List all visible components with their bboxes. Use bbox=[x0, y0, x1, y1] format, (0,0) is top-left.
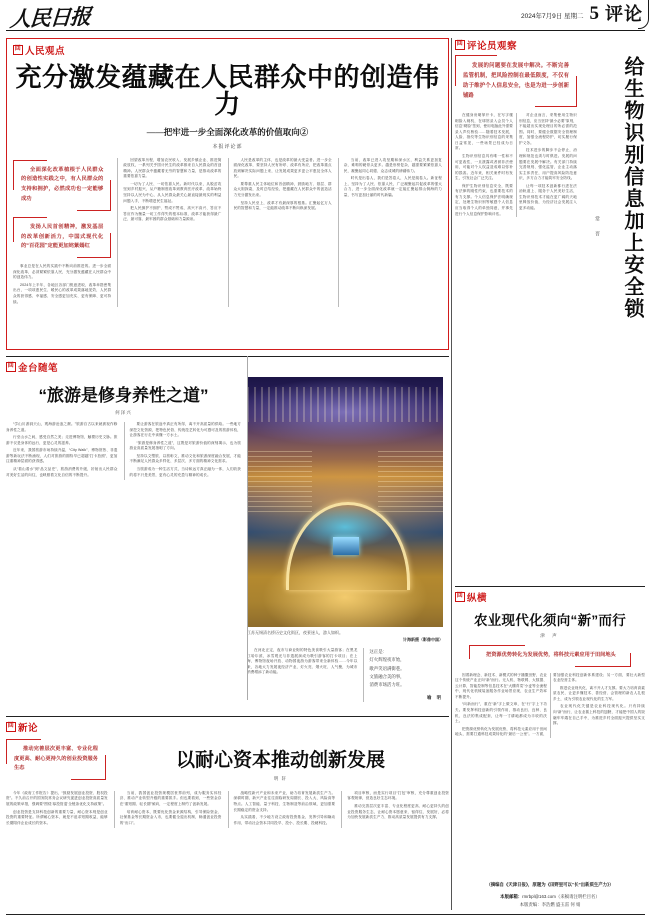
publication-date: 2024年7月9日 星期二 bbox=[521, 13, 584, 20]
essay-sidebar bbox=[247, 648, 443, 702]
new-theory-text-4: 项目审核，而是实行项目“打包”审核，充分尊重创业投资客观规律，营造良好生态环境。 推动完善层次更丰富、专业化程度更高、耐心更持久的创业投资服务生态，让耐心资本愿意来、留得住、发展好，必将为加快发展新质生产力、推动高质量发展提供有力支撑。 bbox=[341, 791, 449, 828]
lead-article bbox=[6, 38, 449, 350]
page-footer bbox=[455, 881, 645, 909]
night-cityscape-photo bbox=[247, 377, 443, 627]
photo-caption: 江苏无锡清名桥历史文化街区，夜景迷人，游人如织。 bbox=[247, 630, 343, 635]
zongheng-text: 因着新理念、新技术、新模式的种子播撒田野，农业这个传统产业正向“新”而行。无人机、物联网、大数据、云计算，智能控制等信息技术在“大棚青菜”小麦等全流程中，现代化机械装备服务作业场景应现，农业生产效率不断提升。 “向新而行”，重在“新”字上做文章，在“行”字上下功夫。要发挥科技创新的引领作用，推动良田、良种、良机、良法的集成配套，让每一寸耕地都成为丰收的沃土。 把资源优势转化为发展优势，将科技元素应用于田间地头，需要打通科技成果转化的“最后一公里”。一方面，要加强农业科技创新体系建设；另一方面，要壮大新型农业经营主体。 推进农业现代化，离不开人才支撑。要大力培育高素质农民，让更多懂技术、善经营、会管理的新农人扎根乡土，成为引领农业现代化的生力军。 农业现代化关键是农业科技现代化。只有持续向“新”而行，让农业插上科技的翅膀，才能把中国人的饭碗牢牢端在自己手中，为推进乡村全面振兴提供坚实支撑。 bbox=[455, 672, 645, 737]
new-theory-text-3: 战略性新兴产业和未来产业，助力培育发展新质生产力。深耕时期，新兴产业往往面临研发周期长、投入大、风险高等特点。人工智能、量子科技、生物制造等前沿领域，更加需要长期稳定的资金支持。 从实践看，不少地方设立政府投资基金，发挥引导和撬动作用，带动社会资本共同投早、投小、投长期、投硬科技。 bbox=[228, 791, 336, 828]
new-theory-text-1: 今年《政府工作报告》提出，“鼓励发展创业投资、股权投资”。不久前召开的国务院常务会议研究促进创业投资高质量发展的政策举措，强调要“围绕‘募投管退’全链条优化支持政策”。 创业投资是支持科技创新的重要力量，耐心资本则是创业投资的重要特征。所谓耐心资本，就是不追求短期收益，能够长期陪伴企业成长的资本。 bbox=[6, 790, 108, 825]
lead-article-column-4 bbox=[338, 158, 442, 308]
essay-text-2: 要让游客在旅途中真正有所得，离不开高质量的供给。一些地方深挖文化资源，把特色民俗、传统技艺转化为可感可及的旅游体验，让游客在行走中读懂一方水土。 “旅游是修身养性之道”，这既是对旅游价值的深刻揭示，也为旅游业高质量发展指明了方向。 坚持以文塑旅、以旅彰文，推动文化和旅游深度融合发展，才能不断满足人民群众多样化、多层次、多方面的精神文化需求。 当旅游成为一种生活方式，当诗和远方真正融为一体，人们收获的将不只是美景，更有心灵的充盈与精神的成长。 bbox=[124, 422, 242, 480]
section-name: 评论 bbox=[605, 4, 643, 24]
lead-article-column-3 bbox=[228, 158, 332, 308]
photo-boat bbox=[333, 537, 358, 555]
lead-article-subhead: ——把牢进一步全面深化改革的价值取向② bbox=[146, 126, 309, 137]
lead-article-section-label bbox=[13, 43, 442, 57]
lead-article-text-3: 人民是改革的主体，也是改革的最大受益者。进一步全面深化改革，要坚持人民有所呼、改革有所应，把改革重点放到解决实际问题上来，让发展成果更多更公平惠及全体人民。 要尊重人民主体地位和首创精神，鼓励地方、基层、群众大胆探索，及时总结经验，把蕴藏在人民群众中的创造活力充分激发出来。 坚持人民至上，改革才有最深厚的根基。汇聚起亿万人民的智慧和力量，一定能推动改革不断向纵深发展。 bbox=[233, 157, 332, 211]
lead-article-column-1 bbox=[13, 158, 111, 308]
new-theory-top-rule bbox=[6, 716, 449, 717]
masthead bbox=[6, 0, 645, 31]
footer-editors: 本版责编：李浩燃 盛玉雷 何 娟 bbox=[519, 902, 581, 908]
lead-article-column-2 bbox=[117, 158, 221, 308]
new-theory-quote-wrap bbox=[6, 737, 106, 786]
lead-article-text-1: 事业总是在人民的实践中不断向前推进的。进一步全面深化改革，必须紧紧依靠人民，充分激发蕴藏在人民群众中的创造伟力。 2024年上半年，各地区各部门锐意进取，改革举措密集出台，一项项惠民生、暖民心的改革成果落地见效，人民群众的获得感、幸福感、安全感更加充实、更有保障、更可持续。 bbox=[13, 264, 112, 304]
zongheng-byline: 津 声 bbox=[540, 633, 560, 638]
observer-vertical-headline: 给生物识别信息加上安全锁 bbox=[621, 56, 643, 320]
lead-article-text-2: 回望改革历程，增加农民收入、发展乡镇企业、推进简政放权，一系列关乎国计民生的改革都来自人民群众的首创精神。人民群众中蕴藏着无穷的智慧和力量，是推动改革的重要依靠力量。 一切为了人民、一切依靠人民。新时代以来，从脱贫攻坚到乡村振兴，从户籍制度改革到教育医疗改革，改革始终坚持以人民为中心，从人民群众最关心最直接最现实的利益问题入手，不断增进民生福祉。 把人民拥护不拥护、赞成不赞成、高兴不高兴、答应不答应作为衡量一切工作得失的根本标准，改革才能获得最广泛、最可靠、最牢固的群众基础和力量源泉。 bbox=[123, 157, 222, 222]
new-theory-text-2: 当前，我国创业投资规模居世界前列，成为服务实体经济、推动产业转型升级的重要抓手。但也要看到，一些资金存在“重短期、轻长期”倾向，一定程度上制约了创新发展。 培育耐心资本，既要优化资金来源结构，引导保险资金、社保基金等长期资金入市，也要健全退出机制，畅通创业投资的“出口”。 bbox=[114, 791, 222, 828]
essay-top-rule bbox=[6, 356, 449, 357]
page-bottom-rule bbox=[6, 914, 645, 915]
new-theory-section-label bbox=[6, 720, 449, 734]
lead-article-headline: 充分激发蕴藏在人民群众中的创造伟力 bbox=[15, 62, 440, 120]
poem-line-4: 消费市场活力旺。 bbox=[369, 682, 405, 688]
section-mark-icon: 回 bbox=[13, 45, 23, 55]
essay-layout bbox=[6, 377, 449, 702]
new-theory-columns bbox=[6, 791, 449, 828]
essay-left bbox=[6, 377, 241, 702]
lead-article-byline: 本报评论部 bbox=[212, 143, 243, 150]
lead-article-pullquote-2: 发扬人民首创精神，激发基层的改革创新活力，中国式现代化的“百花园”定能更加姹紫嫣红 bbox=[13, 217, 111, 258]
essay-columns bbox=[6, 422, 241, 480]
newspaper-logo: 人民日报 bbox=[8, 4, 91, 32]
poem-signature: 喻 明 bbox=[426, 694, 443, 700]
footer-mail-line bbox=[455, 893, 645, 901]
observer-body-wrap bbox=[455, 55, 577, 217]
lead-article-label-text: 人民观点 bbox=[25, 46, 66, 57]
new-theory-title-wrap bbox=[112, 737, 449, 782]
lead-article-text-4: 当前，改革已进入攻坚期和深水区，利益关系更加复杂，难啃的硬骨头更多。越是形势复杂，越需要紧紧依靠人民，凝聚起同心同德、众志成城的磅礴伟力。 时代是出卷人，我们是答卷人，人民是阅卷人。新征程上，坚持为了人民、依靠人民，广泛凝聚起共促改革的强大合力，进一步全面深化改革就一定能汇聚起排山倒海的力量，书写更加壮丽的时代新篇。 bbox=[343, 157, 442, 197]
main-vertical-divider bbox=[451, 38, 452, 910]
observer-section-label bbox=[455, 38, 645, 52]
poem-lead: 这正是： bbox=[369, 649, 387, 654]
essay-side-text: 在河北正定，夜市与商业街的特色美食吸引大量游客；在黑龙江哈尔滨，冰雪观光与非遗展演成为吸引游客的打卡项目；在上海，博物馆夜场开放、动物园夜游为游客带来全新体验……今年以来，各地大力发展夜经济产业，灯火亮、烟火旺、人气聚，为城市消费增添了新动能。 bbox=[247, 648, 358, 675]
poem-line-3: 文旅融合美的事， bbox=[369, 674, 405, 680]
section-mark-icon: 回 bbox=[6, 722, 16, 732]
poem-line-2: 歌声笑语满街巷。 bbox=[369, 665, 405, 671]
new-theory-headline: 以耐心资本推动创新发展 bbox=[175, 750, 385, 771]
zongheng-top-rule bbox=[455, 586, 645, 587]
zongheng-headline: 农业现代化须向“新”而行 bbox=[473, 613, 627, 628]
zongheng-section-label bbox=[455, 590, 645, 604]
photo-left-bank bbox=[247, 447, 312, 512]
photo-credit: 计海新摄（影像中国） bbox=[403, 637, 443, 642]
footer-mail-label: 本版邮箱： bbox=[500, 894, 523, 900]
zongheng-pullquote: 把资源优势转化为发展优势，将科技元素应用于田间地头 bbox=[469, 645, 631, 667]
masthead-right bbox=[521, 4, 643, 23]
zongheng-source: （摘编自《天津日报》，原题为《田野里可以“长”出新质生产力》） bbox=[486, 882, 614, 888]
essay-text-1: “学山川游洞天山，观海游沧浪之濒。”旅游自古以来就被视作修身养性之道。 行至山水之间，感受自然之美；走进博物馆，触摸历史文脉。旅游不仅是身体的远行，更是心灵的滋养。 近年来，我国旅游市场持续升温，“City Walk”、博物馆热、非遗游等新玩法不断涌现，人们对旅游的期待早已超越“打卡拍照”，更加注重精神层面的获得感。 从“看山看水”到“品文品史”，旅游消费的升级，折射出人民群众对美好生活的向往，也映照着文化自信的不断提升。 bbox=[6, 422, 118, 477]
observer-pullquote: 发展的问题要在发展中解决。不断完善监管机制，把风险控制在最低限度，不仅有助于维护个人信息安全，也是为进一步创新铺路 bbox=[455, 55, 577, 107]
essay-byline: 何泽兴 bbox=[115, 410, 132, 415]
zongheng-label-text: 纵横 bbox=[467, 593, 488, 604]
new-theory-article bbox=[6, 716, 449, 912]
essay-headline: “旅游是修身养性之道” bbox=[38, 386, 209, 405]
lead-article-columns bbox=[13, 158, 442, 308]
new-theory-pullquote: 推动完善层次更丰富、专业化程度更高、耐心更持久的创业投资服务生态 bbox=[6, 739, 106, 780]
photo-right-bank bbox=[378, 447, 443, 512]
footer-mail-address[interactable]: rmrbpl@163.com bbox=[522, 894, 556, 900]
section-mark-icon: 回 bbox=[455, 592, 465, 602]
new-theory-head-row bbox=[6, 737, 449, 786]
page-number: 5 bbox=[589, 3, 599, 24]
new-theory-byline: 明 轩 bbox=[273, 776, 288, 781]
section-mark-icon: 回 bbox=[6, 362, 16, 372]
essay-right bbox=[247, 377, 443, 702]
new-theory-label-text: 新论 bbox=[18, 723, 39, 734]
masthead-corner-rule bbox=[638, 0, 649, 29]
observer-label-text: 评论员观察 bbox=[467, 41, 518, 52]
poem-line-1: 灯火辉煌夜市始， bbox=[369, 657, 405, 663]
essay-label-text: 金台随笔 bbox=[18, 363, 59, 374]
observer-author: 常 晋 bbox=[594, 216, 600, 238]
footer-mail-note: （来稿请注明栏目名） bbox=[555, 894, 600, 900]
essay-poem bbox=[363, 648, 443, 702]
photo-skyline bbox=[247, 387, 443, 422]
essay-vertical-divider bbox=[247, 356, 248, 700]
essay-article bbox=[6, 356, 449, 710]
zongheng-article bbox=[455, 586, 645, 912]
essay-section-label bbox=[6, 360, 449, 374]
section-mark-icon: 回 bbox=[455, 40, 465, 50]
lead-article-pullquote-1: 全面深化改革植根于人民群众的创造性实践之中，有人民群众的支持和拥护，必然成功也一定能够成功 bbox=[13, 160, 111, 211]
observer-article bbox=[455, 38, 645, 350]
observer-text: 在健身房刷掌开卡，在写字楼刷脸入闸机，在球馆录入会员个人信息“刷脸”签到，使用电脑此外需要录入声纹核验……随着技术发展，人脸、指纹等生物识别信息的采集日益常见，一些场景已经成为日常。 生物识别信息具有唯一性和不可更改性，一旦泄露或者被非法使用，可能对个人权益造成难以弥补的损害。近年来，相关案件时有发生，引发社会广泛关注。 保护生物识别信息安全，既要有法律的刚性约束，也需要技术的有力支撑。个人信息保护法明确规定，处理生物识别等敏感个人信息应当取得个人的单独同意，并事先进行个人信息保护影响评估。 对企业而言，采集使用生物识别信息，应当坚持“最小必要”原则，不能超出实现处理目的所必需的范围。同时，要健全数据安全管理制度，加强全流程防护，切实履行保护义务。 技术进步的脚步不会停止，治理和规范也须与时俱进。发展的问题要在发展中解决。有关部门持续完善规则、强化监管，企业主动落实主体责任，用户提高风险防范意识，多方合力才能筑牢安全防线。 让每一项技术创新都行进在法治轨道上、服务于人民美好生活，生物识别技术才能在更广阔的天地里释放价值，为经济社会发展注入更多动能。 bbox=[455, 113, 577, 216]
